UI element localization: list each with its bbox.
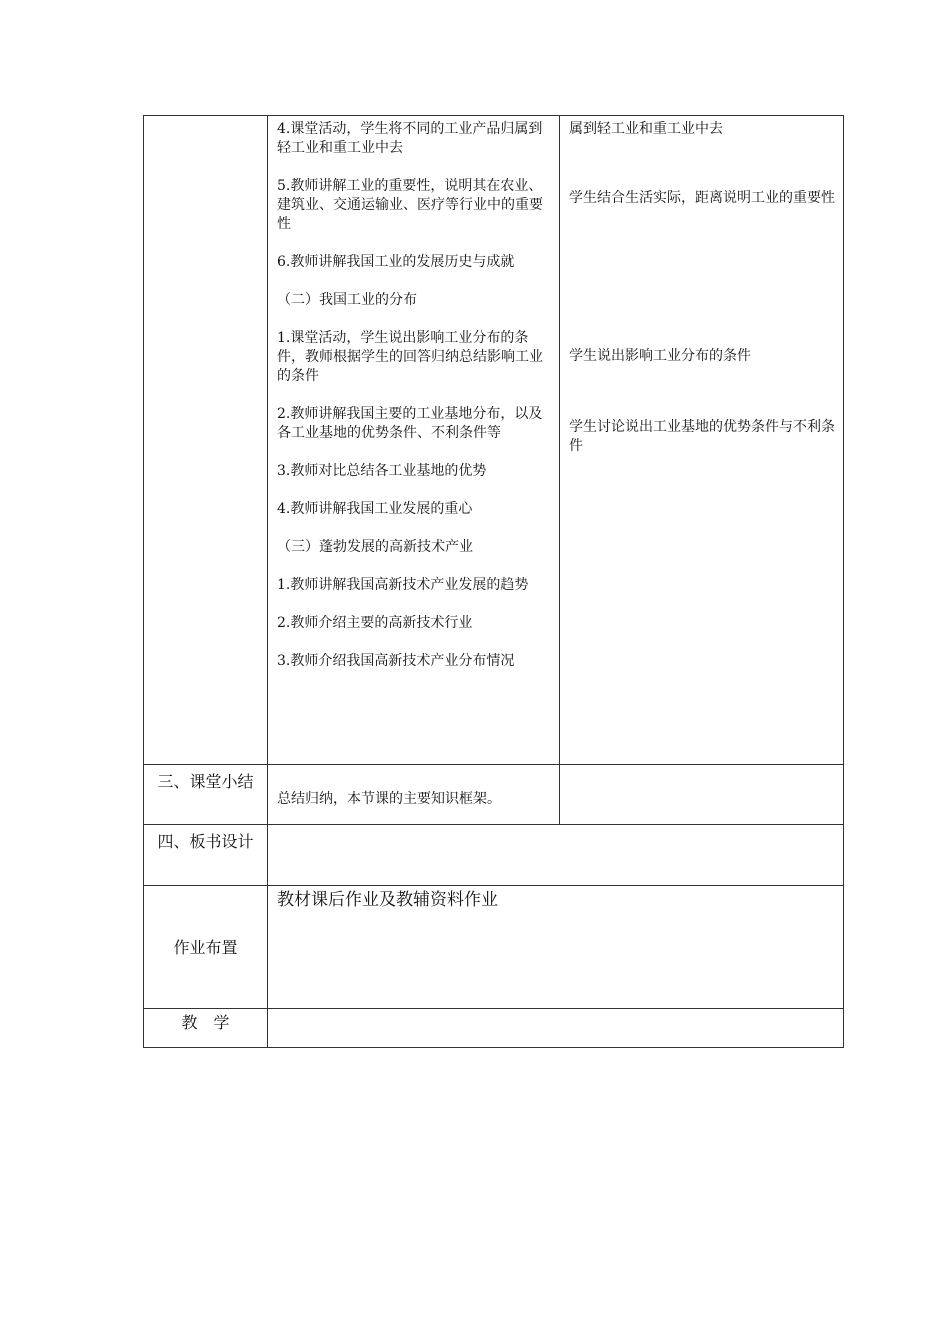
teacher-step: 4.课堂活动，学生将不同的工业产品归属到轻工业和重工业中去 <box>277 121 543 156</box>
homework-label-cell <box>144 886 268 1009</box>
teacher-step: 1.教师讲解我国高新技术产业发展的趋势 <box>277 577 529 593</box>
homework-row <box>144 886 844 1009</box>
board-design-row <box>144 825 844 886</box>
section-heading: （二）我国工业的分布 <box>277 292 417 308</box>
teaching-reflection-row <box>144 1009 844 1048</box>
teaching-label-cell <box>144 1009 268 1048</box>
summary-content-cell <box>268 765 560 825</box>
teacher-step: 3.教师介绍我国高新技术产业分布情况 <box>277 653 515 669</box>
teaching-process-row <box>144 116 844 765</box>
section-heading: （三）蓬勃发展的高新技术产业 <box>277 539 473 555</box>
teaching-label: 教 学 <box>181 1013 230 1032</box>
board-content-cell <box>268 825 844 886</box>
summary-empty-cell <box>560 765 844 825</box>
teacher-step: 6.教师讲解我国工业的发展历史与成就 <box>277 254 515 270</box>
homework-content: 教材课后作业及教辅资料作业 <box>277 890 498 910</box>
teacher-activity-cell <box>268 116 560 765</box>
student-activity: 学生说出影响工业分布的条件 <box>569 348 751 364</box>
teacher-step: 2.教师讲解我国主要的工业基地分布，以及各工业基地的优势条件、不利条件等 <box>277 406 543 441</box>
student-activity: 属到轻工业和重工业中去 <box>569 121 723 137</box>
summary-content: 总结归纳，本节课的主要知识框架。 <box>277 791 501 807</box>
student-activity: 学生结合生活实际，距离说明工业的重要性 <box>569 190 835 206</box>
teacher-step: 3.教师对比总结各工业基地的优势 <box>277 463 487 479</box>
teacher-step: 4.教师讲解我国工业发展的重心 <box>277 501 473 517</box>
teacher-step: 5.教师讲解工业的重要性，说明其在农业、建筑业、交通运输业、医疗等行业中的重要性 <box>277 178 543 232</box>
homework-content-cell <box>268 886 844 1009</box>
teacher-step: 1.课堂活动，学生说出影响工业分布的条件，教师根据学生的回答归纳总结影响工业的条件 <box>277 330 543 384</box>
lesson-plan-table <box>143 115 844 1048</box>
board-design-label: 四、板书设计 <box>157 832 254 851</box>
student-activity: 学生讨论说出工业基地的优势条件与不利条件 <box>569 419 835 454</box>
summary-label-cell <box>144 765 268 825</box>
board-label-cell <box>144 825 268 886</box>
teaching-content-cell <box>268 1009 844 1048</box>
summary-row <box>144 765 844 825</box>
empty-label-cell <box>144 116 268 765</box>
homework-label: 作业布置 <box>173 937 238 957</box>
teacher-step: 2.教师介绍主要的高新技术行业 <box>277 615 473 631</box>
summary-label: 三、课堂小结 <box>157 772 254 791</box>
student-activity-cell <box>560 116 844 765</box>
